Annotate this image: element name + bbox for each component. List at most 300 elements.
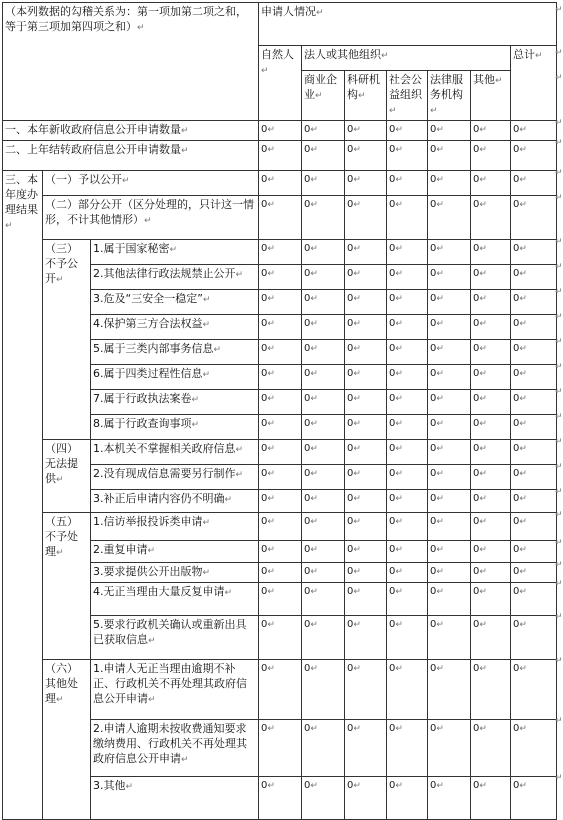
value-cell-text: 0	[473, 199, 480, 210]
social-welfare-header	[387, 71, 428, 121]
value-cell-text: 0	[304, 343, 311, 354]
value-cell-text: 0	[261, 174, 268, 185]
return-mark: ↵	[436, 294, 444, 304]
value-cell-text: 0	[430, 318, 437, 329]
return-mark: ↵	[310, 369, 318, 379]
edge-mark: ↵	[555, 612, 563, 622]
return-mark: ↵	[395, 394, 403, 404]
value-cell	[511, 196, 557, 240]
value-cell-text: 0	[347, 418, 354, 429]
return-mark: ↵	[389, 106, 397, 116]
return-mark: ↵	[381, 51, 389, 61]
return-mark: ↵	[181, 755, 189, 765]
value-cell	[302, 390, 345, 415]
value-cell	[259, 490, 302, 513]
return-mark: ↵	[310, 125, 318, 135]
value-cell	[345, 365, 387, 390]
value-cell	[345, 121, 387, 141]
value-cell	[259, 541, 302, 563]
return-mark: ↵	[479, 125, 487, 135]
value-cell-text: 0	[347, 268, 354, 279]
item-oh2-text: 2.申请人逾期未按收费通知要求缴纳费用、行政机关不再处理其政府信息公开申请	[93, 722, 247, 765]
value-cell-text: 0	[513, 418, 520, 429]
value-cell-text: 0	[261, 468, 268, 479]
value-cell-text: 0	[304, 268, 311, 279]
return-mark: ↵	[519, 394, 527, 404]
return-mark: ↵	[267, 369, 275, 379]
value-cell	[302, 171, 345, 196]
value-cell-text: 0	[430, 619, 437, 630]
value-cell-text: 0	[473, 493, 480, 504]
return-mark: ↵	[395, 125, 403, 135]
value-cell	[387, 415, 428, 440]
return-mark: ↵	[436, 244, 444, 254]
value-cell	[345, 240, 387, 265]
value-cell-text: 0	[347, 368, 354, 379]
item-un2	[91, 465, 259, 490]
value-cell	[345, 340, 387, 365]
value-cell	[387, 513, 428, 541]
value-cell	[428, 121, 471, 141]
value-cell-text: 0	[347, 780, 354, 791]
value-cell	[302, 290, 345, 315]
return-mark: ↵	[261, 66, 269, 76]
return-mark: ↵	[310, 587, 318, 597]
value-cell-text: 0	[261, 566, 268, 577]
edge-mark: ↵	[555, 387, 563, 397]
item-nh2	[91, 541, 259, 563]
edge-mark: ↵	[555, 773, 563, 783]
value-cell-text: 0	[513, 174, 520, 185]
value-cell	[471, 513, 511, 541]
item-np6-text: 6.属于四类过程性信息	[93, 367, 203, 380]
value-cell-text: 0	[389, 468, 396, 479]
value-cell-text: 0	[347, 199, 354, 210]
value-cell-text: 0	[261, 619, 268, 630]
row-new-applications-text: 一、本年新收政府信息公开申请数量	[5, 123, 181, 136]
value-cell	[387, 141, 428, 171]
value-cell-text: 0	[347, 723, 354, 734]
return-mark: ↵	[395, 145, 403, 155]
item-oh3-text: 3.其他	[93, 779, 126, 792]
research-header	[345, 71, 387, 121]
value-cell	[511, 660, 557, 720]
value-cell-text: 0	[304, 318, 311, 329]
return-mark: ↵	[310, 664, 318, 674]
return-mark: ↵	[56, 275, 64, 285]
value-cell	[259, 265, 302, 290]
return-mark: ↵	[436, 494, 444, 504]
item-np6	[91, 365, 259, 390]
return-mark: ↵	[395, 724, 403, 734]
return-mark: ↵	[519, 664, 527, 674]
value-cell-text: 0	[389, 368, 396, 379]
value-cell-text: 0	[513, 243, 520, 254]
value-cell	[387, 465, 428, 490]
value-cell	[471, 196, 511, 240]
return-mark: ↵	[181, 146, 189, 156]
value-cell	[259, 583, 302, 616]
value-cell-text: 0	[389, 124, 396, 135]
value-cell-text: 0	[473, 268, 480, 279]
value-cell	[471, 720, 511, 777]
edge-mark: ↵	[555, 538, 563, 548]
value-cell-text: 0	[473, 443, 480, 454]
value-cell	[428, 365, 471, 390]
value-cell-text: 0	[389, 318, 396, 329]
return-mark: ↵	[310, 394, 318, 404]
return-mark: ↵	[479, 269, 487, 279]
value-cell	[345, 583, 387, 616]
return-mark: ↵	[310, 244, 318, 254]
edge-mark: ↵	[555, 287, 563, 297]
value-cell-text: 0	[430, 468, 437, 479]
value-cell	[302, 196, 345, 240]
return-mark: ↵	[181, 126, 189, 136]
return-mark: ↵	[267, 545, 275, 555]
value-cell	[259, 121, 302, 141]
value-cell	[387, 340, 428, 365]
value-cell	[259, 465, 302, 490]
value-cell-text: 0	[473, 566, 480, 577]
value-cell	[387, 365, 428, 390]
value-cell-text: 0	[513, 493, 520, 504]
return-mark: ↵	[267, 664, 275, 674]
value-cell	[428, 141, 471, 171]
value-cell-text: 0	[347, 174, 354, 185]
item-oh3	[91, 777, 259, 820]
value-cell-text: 0	[473, 619, 480, 630]
value-cell	[345, 141, 387, 171]
value-cell-text: 0	[261, 516, 268, 527]
return-mark: ↵	[202, 370, 211, 380]
value-cell	[428, 513, 471, 541]
return-mark: ↵	[436, 369, 444, 379]
value-cell	[428, 563, 471, 583]
value-cell	[428, 616, 471, 660]
value-cell-text: 0	[261, 293, 268, 304]
value-cell	[428, 171, 471, 196]
value-cell-text: 0	[473, 293, 480, 304]
value-cell-text: 0	[513, 318, 520, 329]
value-cell-text: 0	[389, 293, 396, 304]
return-mark: ↵	[310, 781, 318, 791]
return-mark: ↵	[479, 517, 487, 527]
value-cell	[428, 390, 471, 415]
return-mark: ↵	[436, 419, 444, 429]
value-cell-text: 0	[347, 619, 354, 630]
value-cell	[345, 390, 387, 415]
return-mark: ↵	[353, 567, 361, 577]
return-mark: ↵	[267, 419, 275, 429]
value-cell-text: 0	[304, 493, 311, 504]
value-cell	[259, 563, 302, 583]
return-mark: ↵	[267, 244, 275, 254]
value-cell	[302, 513, 345, 541]
value-cell	[259, 616, 302, 660]
value-cell	[302, 440, 345, 465]
value-cell-text: 0	[304, 619, 311, 630]
value-cell-text: 0	[347, 663, 354, 674]
return-mark: ↵	[479, 419, 487, 429]
return-mark: ↵	[353, 269, 361, 279]
item-np5-text: 5.属于三类内部事务信息	[93, 342, 214, 355]
value-cell	[428, 415, 471, 440]
value-cell	[345, 465, 387, 490]
item-np4	[91, 315, 259, 340]
return-mark: ↵	[479, 664, 487, 674]
item-np8-text: 8.属于行政查询事项	[93, 417, 192, 430]
value-cell-text: 0	[389, 663, 396, 674]
value-cell	[302, 616, 345, 660]
value-cell-text: 0	[513, 468, 520, 479]
value-cell	[302, 315, 345, 340]
value-cell-text: 0	[304, 663, 311, 674]
item-nh3	[91, 563, 259, 583]
item-np8	[91, 415, 259, 440]
return-mark: ↵	[395, 545, 403, 555]
edge-mark: ↵	[555, 138, 563, 148]
item-np7	[91, 390, 259, 415]
not-public-label	[43, 240, 91, 440]
return-mark: ↵	[430, 106, 438, 116]
value-cell	[511, 315, 557, 340]
return-mark: ↵	[436, 567, 444, 577]
return-mark: ↵	[310, 200, 318, 210]
value-cell	[387, 660, 428, 720]
return-mark: ↵	[395, 620, 403, 630]
value-cell	[259, 415, 302, 440]
value-cell	[345, 415, 387, 440]
value-cell-text: 0	[430, 723, 437, 734]
value-cell-text: 0	[389, 723, 396, 734]
return-mark: ↵	[519, 269, 527, 279]
edge-mark: ↵	[555, 73, 563, 83]
value-cell-text: 0	[261, 318, 268, 329]
value-cell	[511, 240, 557, 265]
value-cell-text: 0	[261, 780, 268, 791]
value-cell	[428, 440, 471, 465]
value-cell-text: 0	[304, 393, 311, 404]
return-mark: ↵	[479, 567, 487, 577]
value-cell-text: 0	[389, 586, 396, 597]
natural-person-header-text: 自然人	[261, 48, 295, 61]
value-cell-text: 0	[430, 243, 437, 254]
value-cell	[259, 777, 302, 820]
value-cell	[428, 465, 471, 490]
value-cell-text: 0	[389, 174, 396, 185]
return-mark: ↵	[353, 145, 361, 155]
return-mark: ↵	[353, 244, 361, 254]
return-mark: ↵	[267, 444, 275, 454]
edge-mark: ↵	[555, 193, 563, 203]
item-nh4	[91, 583, 259, 616]
value-cell	[345, 196, 387, 240]
return-mark: ↵	[436, 319, 444, 329]
value-cell	[387, 490, 428, 513]
value-cell-text: 0	[389, 268, 396, 279]
return-mark: ↵	[202, 568, 211, 578]
return-mark: ↵	[353, 469, 361, 479]
return-mark: ↵	[436, 394, 444, 404]
value-cell	[259, 720, 302, 777]
return-mark: ↵	[436, 125, 444, 135]
return-mark: ↵	[235, 445, 244, 455]
return-mark: ↵	[395, 469, 403, 479]
value-cell-text: 0	[304, 144, 311, 155]
value-cell	[387, 390, 428, 415]
value-cell	[471, 121, 511, 141]
value-cell	[387, 171, 428, 196]
value-cell	[259, 440, 302, 465]
value-cell-text: 0	[473, 468, 480, 479]
return-mark: ↵	[56, 475, 64, 485]
value-cell-text: 0	[304, 199, 311, 210]
value-cell-text: 0	[513, 343, 520, 354]
return-mark: ↵	[267, 125, 275, 135]
item-un3	[91, 490, 259, 513]
value-cell	[471, 490, 511, 513]
return-mark: ↵	[202, 320, 211, 330]
item-nh5-text: 5.要求行政机关确认或重新出具已获取信息	[93, 618, 247, 646]
value-cell-text: 0	[430, 124, 437, 135]
value-cell-text: 0	[347, 566, 354, 577]
value-cell	[428, 265, 471, 290]
edge-mark: ↵	[555, 48, 563, 58]
value-cell	[471, 777, 511, 820]
value-cell-text: 0	[389, 443, 396, 454]
value-cell	[511, 720, 557, 777]
return-mark: ↵	[169, 245, 178, 255]
value-cell-text: 0	[389, 393, 396, 404]
row-carried-over	[3, 141, 259, 171]
value-cell	[428, 541, 471, 563]
value-cell	[471, 440, 511, 465]
return-mark: ↵	[235, 470, 244, 480]
return-mark: ↵	[310, 620, 318, 630]
value-cell	[428, 777, 471, 820]
value-cell-text: 0	[304, 723, 311, 734]
row-partial	[43, 196, 259, 240]
return-mark: ↵	[395, 344, 403, 354]
return-mark: ↵	[310, 175, 318, 185]
return-mark: ↵	[191, 395, 200, 405]
value-cell	[428, 196, 471, 240]
edge-mark: ↵	[555, 437, 563, 447]
value-cell	[345, 171, 387, 196]
value-cell-text: 0	[513, 268, 520, 279]
value-cell-text: 0	[261, 268, 268, 279]
value-cell-text: 0	[261, 124, 268, 135]
value-cell	[511, 171, 557, 196]
edge-mark: ↵	[555, 237, 563, 247]
return-mark: ↵	[310, 444, 318, 454]
value-cell-text: 0	[473, 516, 480, 527]
applicant-situation-header	[259, 3, 563, 46]
value-cell-text: 0	[430, 199, 437, 210]
value-cell-text: 0	[430, 663, 437, 674]
value-cell	[471, 390, 511, 415]
return-mark: ↵	[224, 495, 233, 505]
value-cell	[259, 196, 302, 240]
value-cell-text: 0	[261, 723, 268, 734]
return-mark: ↵	[479, 244, 487, 254]
value-cell	[511, 465, 557, 490]
return-mark: ↵	[310, 269, 318, 279]
value-cell-text: 0	[347, 318, 354, 329]
return-mark: ↵	[202, 295, 211, 305]
other-handling-label	[43, 660, 91, 820]
item-np1-text: 1.属于国家秘密	[93, 242, 170, 255]
return-mark: ↵	[519, 620, 527, 630]
value-cell	[471, 340, 511, 365]
value-cell	[511, 365, 557, 390]
value-cell	[428, 240, 471, 265]
value-cell	[471, 290, 511, 315]
return-mark: ↵	[224, 588, 233, 598]
item-nh1-text: 1.信访举报投诉类申请	[93, 515, 203, 528]
item-np3-text: 3.危及“三安全一稳定”	[93, 292, 203, 305]
value-cell	[511, 616, 557, 660]
value-cell	[511, 290, 557, 315]
return-mark: ↵	[479, 545, 487, 555]
return-mark: ↵	[519, 344, 527, 354]
edge-mark: ↵	[555, 656, 563, 666]
value-cell-text: 0	[347, 516, 354, 527]
edge-mark: ↵	[555, 579, 563, 589]
value-cell	[471, 171, 511, 196]
edge-mark: ↵	[555, 412, 563, 422]
total-header-text: 总计	[513, 48, 536, 61]
unable-label-text: （四）无法提供	[45, 442, 78, 485]
applicant-situation-header-text: 申请人情况	[261, 5, 317, 18]
research-header-text: 科研机构	[347, 73, 381, 101]
value-cell-text: 0	[513, 144, 520, 155]
value-cell	[387, 777, 428, 820]
value-cell	[471, 415, 511, 440]
return-mark: ↵	[395, 369, 403, 379]
value-cell	[511, 777, 557, 820]
row-new-applications	[3, 121, 259, 141]
item-nh5	[91, 616, 259, 660]
value-cell-text: 0	[261, 663, 268, 674]
return-mark: ↵	[519, 200, 527, 210]
return-mark: ↵	[479, 494, 487, 504]
return-mark: ↵	[519, 145, 527, 155]
value-cell-text: 0	[261, 493, 268, 504]
value-cell	[302, 365, 345, 390]
return-mark: ↵	[267, 294, 275, 304]
value-cell-text: 0	[513, 199, 520, 210]
return-mark: ↵	[353, 125, 361, 135]
value-cell-text: 0	[304, 443, 311, 454]
value-cell	[387, 315, 428, 340]
return-mark: ↵	[56, 695, 64, 705]
return-mark: ↵	[519, 419, 527, 429]
edge-mark: ↵	[555, 337, 563, 347]
edge-mark: ↵	[555, 262, 563, 272]
value-cell-text: 0	[389, 566, 396, 577]
return-mark: ↵	[436, 344, 444, 354]
item-nh2-text: 2.重复申请	[93, 543, 148, 556]
return-mark: ↵	[310, 545, 318, 555]
value-cell-text: 0	[473, 663, 480, 674]
value-cell	[428, 340, 471, 365]
value-cell-text: 0	[347, 443, 354, 454]
return-mark: ↵	[436, 781, 444, 791]
edge-mark: ↵	[555, 5, 563, 15]
commercial-header-text: 商业企业	[304, 73, 338, 101]
